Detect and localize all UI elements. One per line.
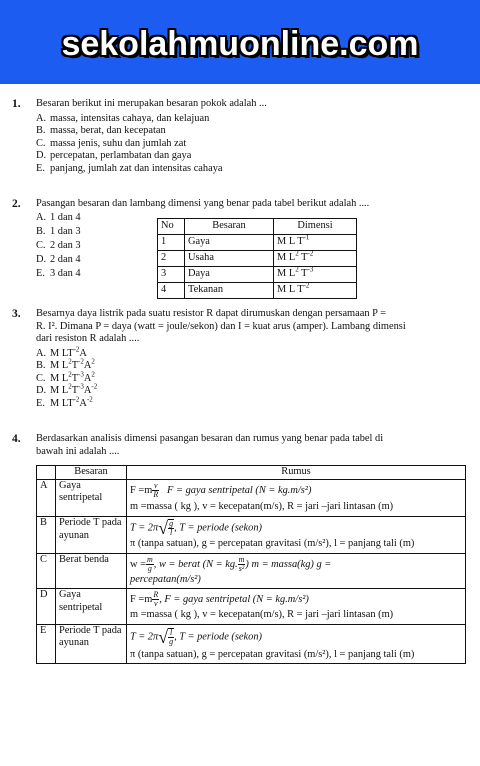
table-header-row bbox=[158, 219, 357, 235]
question-text: Pasangan besaran dan lambang dimensi yang benar pada tabel berikut adalah .... bbox=[36, 198, 370, 209]
option-list bbox=[36, 345, 98, 410]
col-header: Dimensi bbox=[274, 219, 357, 235]
table-row: 4 Tekanan M L $T^{-2}$ bbox=[158, 283, 357, 299]
option-a[interactable]: A. M $LT^{-2}A$ bbox=[36, 345, 87, 359]
option-a[interactable]: A. 1 dan 4 bbox=[36, 212, 81, 223]
option-b[interactable]: B. 1 dan 3 bbox=[36, 226, 81, 237]
table-row[interactable]: D Gaya sentripetal F =m $\frac{R}{v}$ , F = gaya sentripetal (N = kg.m/s²) m =massa ( kg ), v = kecepatan(m/s), R = jari –jari lintasan (m) bbox=[37, 589, 466, 625]
col-header: No bbox=[158, 219, 185, 235]
table-row[interactable]: A Gaya sentripetal F =m $\frac{v}{R}$ F = gaya sentripetal (N = kg.m/s²) m =massa ( kg ), v = kecepatan(m/s), R = jari –jari lintasan (m) bbox=[37, 479, 466, 517]
question-text: Besarnya daya listrik pada suatu resistor R dapat dirumuskan dengan persamaan P = R. I². Dimana P = daya (watt = joule/sekon) dan I = kuat arus (amper). Lambang dimensi dari resiston R adalah .... bbox=[36, 308, 406, 344]
option-c[interactable]: C. M $L^2T^{-3}A^2$ bbox=[36, 370, 95, 384]
formula-table bbox=[36, 465, 466, 664]
table-row[interactable]: C Berat benda w = $\frac{m}{g}$ , w = berat (N = kg. $\frac{m}{\text{s²}}$ ) m = massa(kg) g = percepatan(m/s²) bbox=[37, 553, 466, 589]
option-e[interactable]: E. 3 dan 4 bbox=[36, 268, 81, 279]
question-number: 4. bbox=[12, 433, 21, 445]
option-b[interactable]: B. M $L^2T^{-2}A^2$ bbox=[36, 357, 95, 372]
col-header: Besaran bbox=[56, 466, 127, 480]
col-header: Besaran bbox=[185, 219, 274, 235]
table-row: 1 Gaya M L $T^{-1}$ bbox=[158, 235, 357, 251]
table-row[interactable]: E Periode T pada ayunan T = 2π√ $\frac{l}{g}$ , T = periode (sekon) π (tanpa satuan), g = percepatan gravitasi (m/s²), l = panjang tali (m) bbox=[37, 624, 466, 664]
table-header-row bbox=[37, 466, 466, 480]
option-e[interactable]: E. M $LT^{-2}A^{-2}$ bbox=[36, 395, 93, 409]
option-b[interactable]: B. massa, berat, dan kecepatan bbox=[36, 125, 166, 137]
question-text: Besaran berikut ini merupakan besaran pokok adalah ... bbox=[36, 98, 267, 109]
option-d[interactable]: D. M $L^2T^{-3}A^{-2}$ bbox=[36, 382, 98, 397]
option-list bbox=[36, 211, 81, 281]
question-number: 1. bbox=[12, 98, 21, 110]
col-header: Rumus bbox=[127, 466, 466, 480]
option-c[interactable]: C. massa jenis, suhu dan jumlah zat bbox=[36, 137, 187, 149]
table-row[interactable]: B Periode T pada ayunan T = 2π√ $\frac{g}{l}$ , T = periode (sekon) π (tanpa satuan), g = percepatan gravitasi (m/s²), l = panjang tali (m) bbox=[37, 517, 466, 554]
question-number: 2. bbox=[12, 198, 21, 210]
dimension-table bbox=[157, 218, 357, 299]
question-text: Berdasarkan analisis dimensi pasangan besaran dan rumus yang benar pada tabel di bawah ini adalah .... bbox=[36, 433, 384, 457]
table-row: 3 Daya M $L^2$ $T^{-3}$ bbox=[158, 267, 357, 283]
option-c[interactable]: C. 2 dan 3 bbox=[36, 240, 81, 251]
table-row: 2 Usaha M $L^2$ $T^{-2}$ bbox=[158, 251, 357, 267]
option-list bbox=[36, 113, 223, 175]
option-a[interactable]: A. massa, intensitas cahaya, dan kelajuan bbox=[36, 113, 210, 124]
option-d[interactable]: D. 2 dan 4 bbox=[36, 254, 81, 265]
question-number: 3. bbox=[12, 308, 21, 320]
option-d[interactable]: D. percepatan, perlambatan dan gaya bbox=[36, 150, 192, 162]
option-e[interactable]: E. panjang, jumlah zat dan intensitas cahaya bbox=[36, 162, 223, 174]
site-title: sekolahmuonline.com bbox=[61, 25, 419, 63]
